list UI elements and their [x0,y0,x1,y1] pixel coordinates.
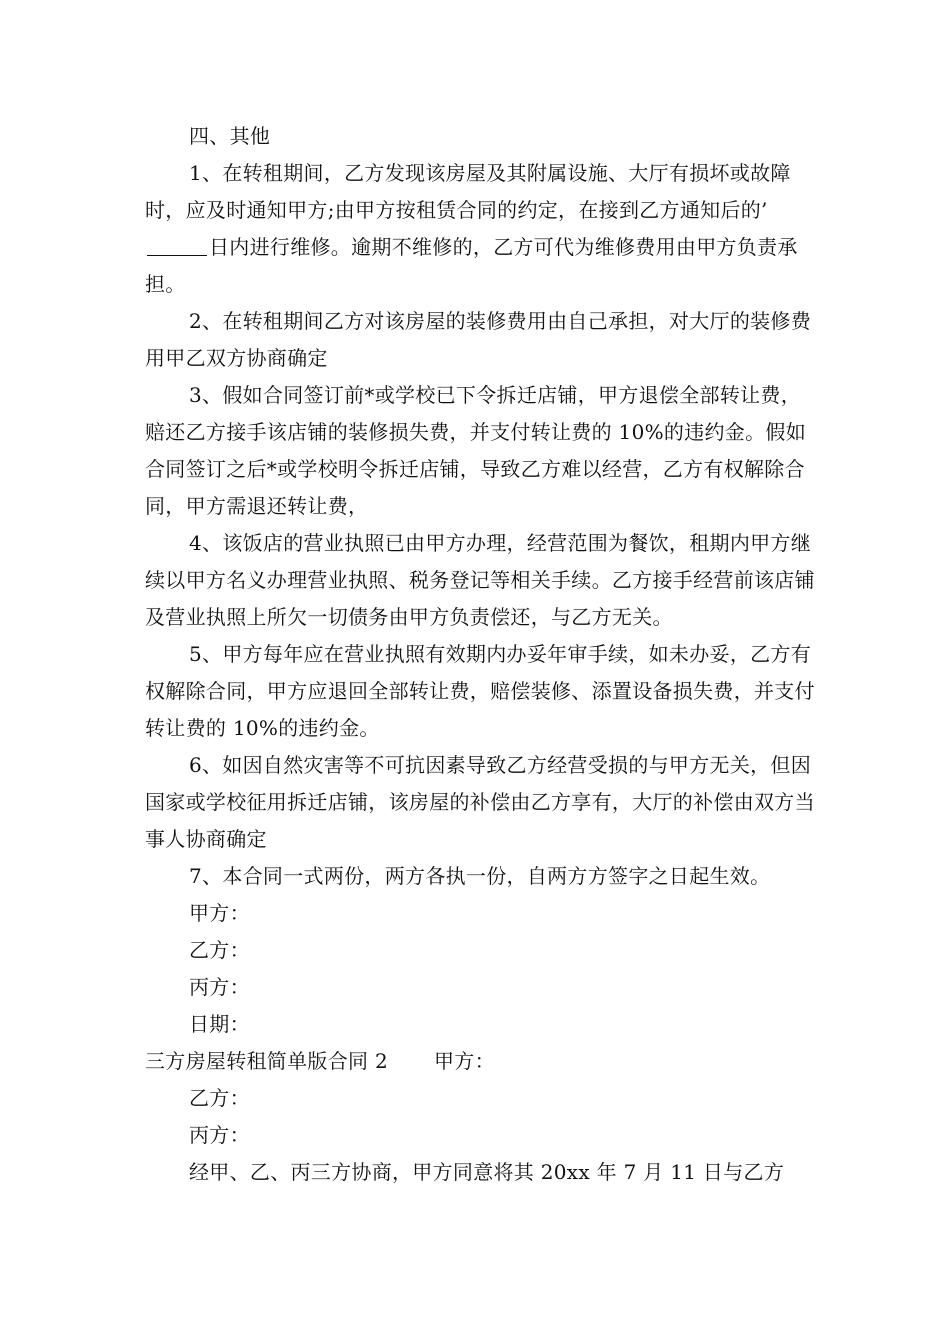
clause-2: 2、在转租期间乙方对该房屋的装修费用由自己承担，对大厅的装修费用甲乙双方协商确定 [145,309,812,370]
clause-6: 6、如因自然灾害等不可抗因素导致乙方经营受损的与甲方无关，但因国家或学校征用拆迁店铺，该房屋的补偿由乙方享有，大厅的补偿由双方当事人协商确定 [145,753,815,851]
second-contract-party-c: 丙方： [189,1123,250,1147]
clause-7: 7、本合同一式两份，两方各执一份，自两方方签字之日起生效。 [189,864,771,888]
clause-3: 3、假如合同签订前*或学校已下令拆迁店铺，甲方退偿全部转让费，赔还乙方接手该店铺的装修损失费，并支付转让费的 10%的违约金。假如合同签订之后*或学校明令拆迁店铺，导致乙方难以经营，乙方有权解除合同，甲方需退还转让费， [145,383,807,518]
section-heading: 四、其他 [189,124,271,148]
second-contract-title: 三方房屋转租简单版合同 2 [145,1049,388,1073]
clause-1-text-after: 日内进行维修。逾期不维修的，乙方可代为维修费用由甲方负责承担。 [145,235,798,296]
second-contract-party-a: 甲方： [433,1049,495,1073]
second-contract-opening: 经甲、乙、丙三方协商，甲方同意将其 20xx 年 7 月 11 日与乙方 [189,1160,785,1184]
second-contract-party-b: 乙方： [189,1086,250,1110]
signature-party-b: 乙方： [189,938,250,962]
document-body [145,118,817,1191]
signature-party-c: 丙方： [189,975,250,999]
fill-in-blank [147,235,207,256]
clause-1 [145,155,817,303]
clause-5: 5、甲方每年应在营业执照有效期内办妥年审手续，如未办妥，乙方有权解除合同，甲方应退回全部转让费，赔偿装修、添置设备损失费，并支付转让费的 10%的违约金。 [145,642,815,740]
signature-date: 日期： [189,1012,250,1036]
second-contract-heading-line [145,1043,817,1080]
clause-4: 4、该饭店的营业执照已由甲方办理，经营范围为餐饮，租期内甲方继续以甲方名义办理营业执照、税务登记等相关手续。乙方接手经营前该店铺及营业执照上所欠一切债务由甲方负责偿还，与乙方无关。 [145,531,815,629]
clause-1-text-before: 1、在转租期间，乙方发现该房屋及其附属设施、大厅有损坏或故障时，应及时通知甲方;由甲方按租赁合同的约定，在接到乙方通知后的’ [145,161,791,222]
signature-party-a: 甲方： [189,901,250,925]
